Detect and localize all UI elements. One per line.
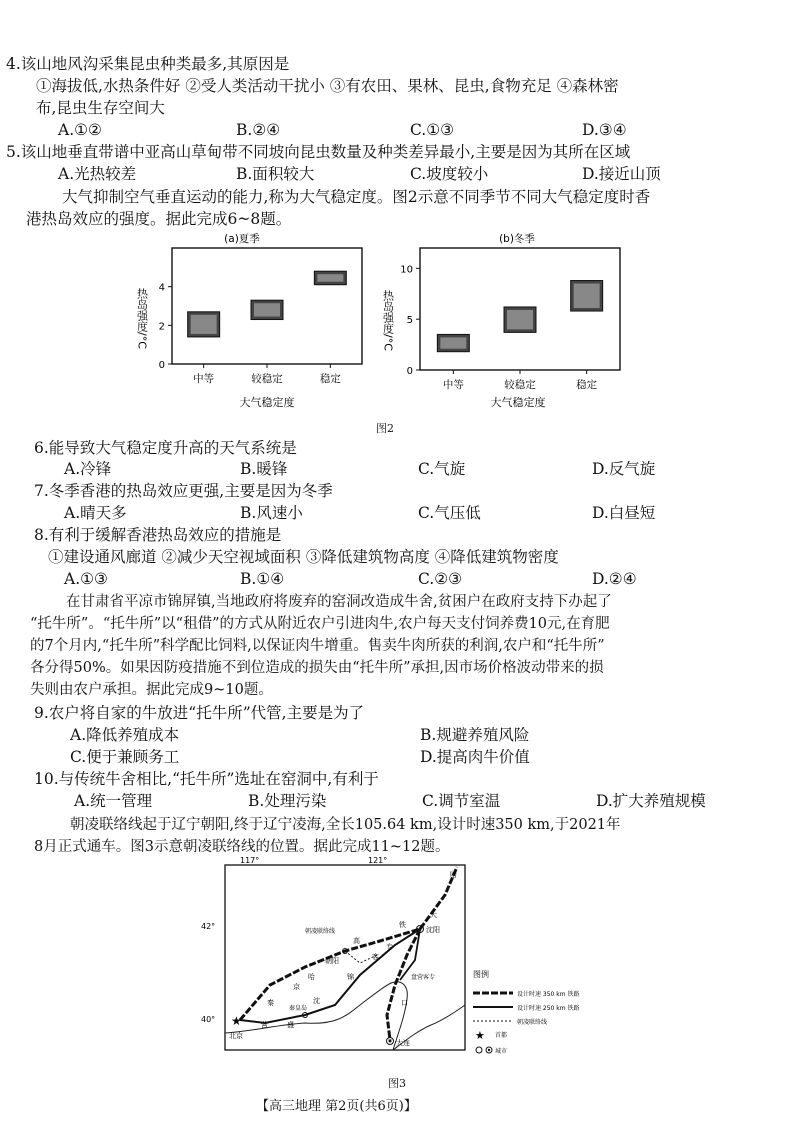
rail-char: 盘营客专 (411, 974, 436, 981)
q5-option-a[interactable]: A.光热较差 (58, 165, 137, 183)
fig2b-title: (b)冬季 (499, 233, 535, 245)
rail-250-qinshen (240, 929, 420, 1023)
beijing-label: 北京 (229, 1032, 243, 1040)
qinhuangdao-label: 秦皇岛 (289, 1005, 308, 1012)
chaoyang-label: 朝阳 (325, 957, 339, 965)
beijing-star: ★ (231, 1014, 242, 1028)
fig2b-ytick-label: 10 (400, 264, 413, 276)
q5-option-b[interactable]: B.面积较大 (236, 165, 315, 183)
q10-stem: 10.与传统牛舍相比,“托牛所”选址在窑洞中,有利于 (34, 770, 379, 788)
fig2b-ylabel: 热岛强度/°C (381, 290, 395, 351)
figure-3-map (195, 855, 615, 1065)
rail-char: 锦 (347, 973, 354, 981)
q8-stem: 8.有利于缓解香港热岛效应的措施是 (34, 526, 282, 544)
chaoling-label: 朝凌联络线 (305, 928, 336, 935)
fig2a-ylabel: 热岛强度/°C (135, 288, 149, 349)
passage1-line2: 港热岛效应的强度。据此完成6~8题。 (26, 210, 292, 228)
q6-option-a[interactable]: A.冷锋 (64, 460, 112, 478)
fig3-caption: 图3 (388, 1077, 406, 1090)
passage2-line5: 失则由农户承担。据此完成9~10题。 (30, 682, 273, 698)
lon-121-label: 121° (368, 856, 388, 865)
fig2a-xtick-label: 稳定 (319, 373, 341, 385)
fig2a-title: (a)夏季 (224, 233, 260, 245)
rail-char: 高 (353, 937, 360, 945)
figure-2-chart (130, 230, 630, 415)
fig2a-xtick-label: 中等 (193, 373, 215, 385)
q9-option-c[interactable]: C.便于兼顾务工 (70, 748, 180, 766)
rail-char: 铁 (399, 921, 406, 929)
fig2b-box-inner-3 (574, 284, 600, 309)
rail-char: 口 (401, 999, 408, 1007)
fig2a-box-inner-3 (317, 274, 343, 282)
q4-option-b[interactable]: B.②④ (236, 121, 281, 139)
fig2b-box-inner-1 (440, 337, 466, 348)
q4-option-c[interactable]: C.①③ (410, 121, 455, 139)
fig2b-xtick-label: 中等 (442, 379, 464, 391)
fig2a-xtick-label: 较稳定 (251, 373, 283, 385)
q8-option-a[interactable]: A.①③ (64, 570, 108, 588)
rail-350-jingha (240, 867, 457, 1020)
q7-option-b[interactable]: B.风速小 (240, 504, 303, 522)
lat-42-label: 42° (201, 922, 216, 931)
q5-stem: 5.该山地垂直带谱中亚高山草甸带不同坡向昆虫数量及种类差异最小,主要是因为其所在区域 (6, 143, 631, 161)
passage1-line1: 大气抑制空气垂直运动的能力,称为大气稳定度。图2示意不同季节不同大气稳定度时香 (62, 188, 651, 206)
fig2b-ytick-label: 0 (406, 366, 413, 377)
legend-chaoling: 朝凌联络线 (517, 1019, 548, 1026)
fig2a-box-inner-1 (191, 315, 217, 334)
dalian-label: 大连 (396, 1039, 410, 1047)
passage3-line2: 8月正式通车。图3示意朝凌联络线的位置。据此完成11~12题。 (34, 839, 450, 855)
fig2-caption: 图2 (376, 422, 394, 435)
q7-option-c[interactable]: C.气压低 (418, 504, 481, 522)
q10-option-d[interactable]: D.扩大养殖规模 (596, 792, 706, 810)
q10-option-a[interactable]: A.统一管理 (74, 792, 153, 810)
q9-option-b[interactable]: B.规避养殖风险 (420, 726, 530, 744)
q9-option-a[interactable]: A.降低养殖成本 (70, 726, 180, 744)
legend-star-icon: ★ (475, 1029, 485, 1042)
q4-option-d[interactable]: D.③④ (582, 121, 627, 139)
q10-option-b[interactable]: B.处理污染 (248, 792, 327, 810)
fig2b-xlabel: 大气稳定度 (490, 396, 546, 409)
rail-char: 客 (372, 953, 379, 961)
fig2a-ytick-label: 0 (158, 360, 165, 371)
lat-40-label: 40° (201, 1015, 216, 1024)
shenyang-label: 沈阳 (426, 926, 440, 934)
q6-option-d[interactable]: D.反气旋 (592, 460, 656, 478)
q8-option-d[interactable]: D.②④ (592, 570, 637, 588)
rail-char: 沈 (313, 997, 320, 1005)
q8-option-c[interactable]: C.②③ (418, 570, 463, 588)
q4-stem: 4.该山地风沟采集昆虫种类最多,其原因是 (6, 55, 290, 73)
fig2a-ytick-label: 4 (158, 282, 165, 294)
rail-char: 盛 (287, 1021, 294, 1029)
passage2-line1: 在甘肃省平凉市锦屏镇,当地政府将废弃的窑洞改造成牛舍,贫困户在政府支持下办起了 (66, 594, 612, 610)
rail-char: 秦 (267, 999, 274, 1007)
q9-stem: 9.农户将自家的牛放进“托牛所”代管,主要是为了 (34, 704, 365, 722)
q7-stem: 7.冬季香港的热岛效应更强,主要是因为冬季 (34, 482, 333, 500)
fig2a-ytick-label: 2 (158, 321, 165, 333)
fig2b-xtick-label: 较稳定 (504, 379, 536, 391)
q5-option-d[interactable]: D.接近山顶 (582, 165, 661, 183)
lon-117-label: 117° (240, 856, 260, 865)
passage3-line1: 朝凌联络线起于辽宁朝阳,终于辽宁凌海,全长105.64 km,设计时速350 km,于2021年 (70, 817, 621, 833)
rail-char: 京 (293, 983, 300, 991)
q8-items: ①建设通风廊道 ②减少天空视域面积 ③降低建筑物高度 ④降低建筑物密度 (48, 548, 559, 566)
q4-option-a[interactable]: A.①② (58, 121, 102, 139)
q8-option-b[interactable]: B.①④ (240, 570, 285, 588)
legend-title: 图例 (473, 970, 489, 979)
rail-char: 大 (430, 911, 437, 919)
fig2a-xlabel: 大气稳定度 (239, 396, 295, 409)
q7-option-d[interactable]: D.白昼短 (592, 504, 656, 522)
q10-option-c[interactable]: C.调节室温 (422, 792, 501, 810)
fig2b-box-inner-2 (507, 310, 533, 329)
page-footer: 【高三地理 第2页(共6页)】 (256, 1099, 417, 1114)
rail-panying (400, 929, 420, 980)
fig2b-xtick-label: 稳定 (576, 379, 598, 391)
q4-items-line-cont: 布,昆虫生存空间大 (36, 99, 165, 117)
q9-option-d[interactable]: D.提高肉牛价值 (420, 748, 530, 766)
rail-char: 营 (261, 1021, 268, 1029)
rail-char: 哈 (450, 871, 457, 879)
q6-option-c[interactable]: C.气旋 (418, 460, 466, 478)
legend-capital: 首都 (495, 1032, 508, 1039)
q6-stem: 6.能导致大气稳定度升高的天气系统是 (34, 439, 297, 457)
passage2-line3: 的7个月内,“托牛所”科学配比饲料,以保证肉牛增重。售卖牛肉所获的利润,农户和“托牛所” (30, 638, 605, 654)
q6-option-b[interactable]: B.暖锋 (240, 460, 288, 478)
coastline (225, 982, 407, 1050)
passage2-line4: 各分得50%。如果因防疫措施不到位造成的损失由“托牛所”承担,因市场价格波动带来的损 (30, 660, 604, 676)
fig2b-ytick-label: 5 (406, 315, 413, 327)
rail-char: 专 (386, 943, 393, 951)
rail-char: 哈 (308, 973, 315, 981)
legend-city: 城市 (495, 1048, 508, 1055)
passage2-line2: “托牛所”。“托牛所”以“租借”的方式从附近农户引进肉牛,农户每天支付饲养费10元,在育肥 (30, 616, 610, 632)
q7-option-a[interactable]: A.晴天多 (64, 504, 127, 522)
q5-option-c[interactable]: C.坡度较小 (410, 165, 489, 183)
legend-250: 设计时速 250 km 铁路 (517, 1005, 580, 1012)
q4-items-line: ①海拔低,水热条件好 ②受人类活动干扰小 ③有农田、果林、昆虫,食物充足 ④森林密 (36, 77, 619, 95)
fig2a-box-inner-2 (254, 303, 280, 316)
legend-350: 设计时速 350 km 铁路 (517, 991, 580, 998)
